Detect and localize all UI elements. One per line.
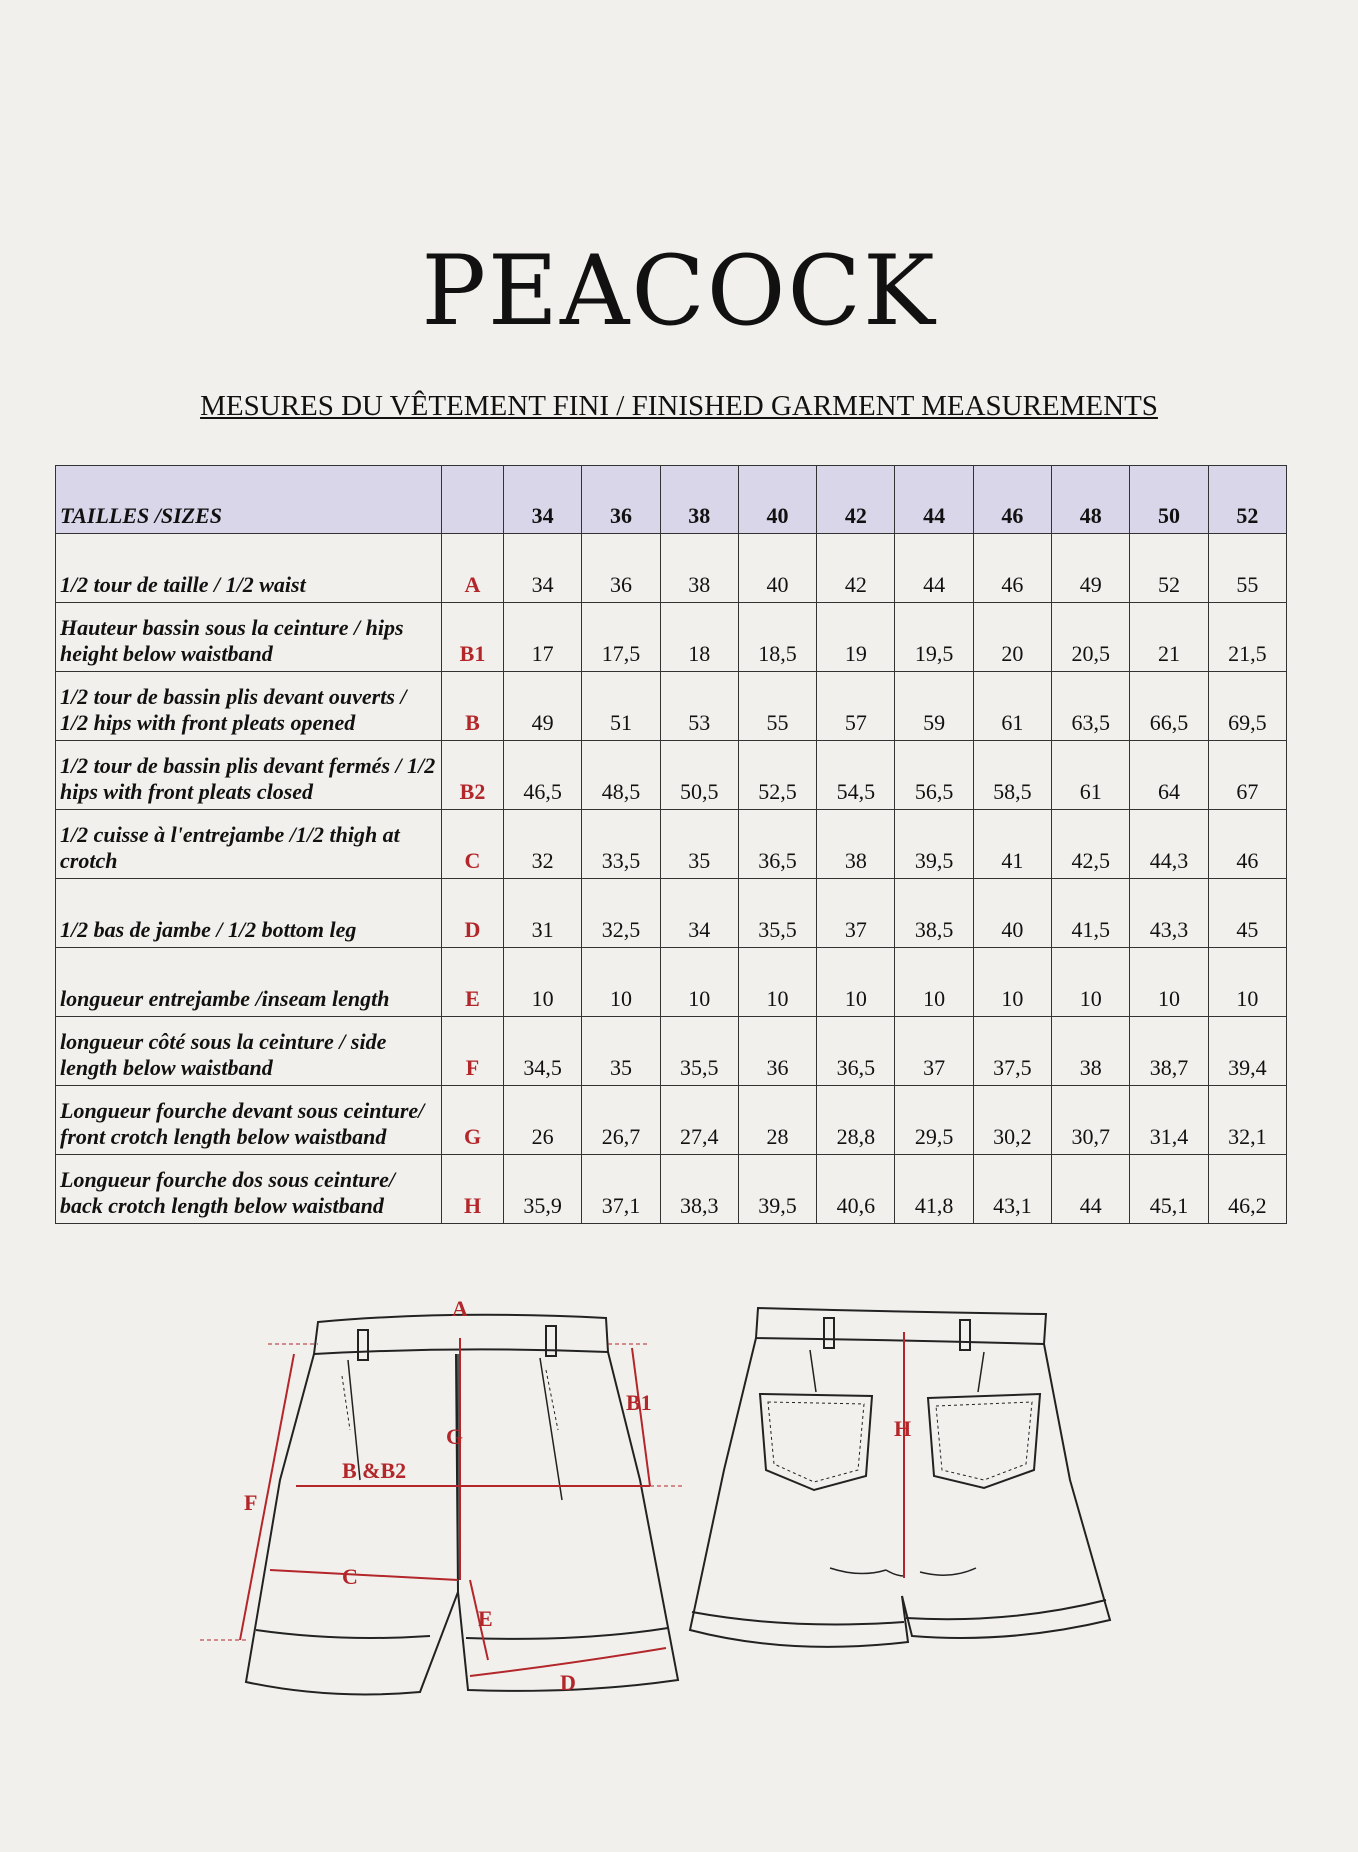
table-row [56,948,1287,1017]
measurement-value: 27,4 [660,1086,738,1155]
measurement-value: 32 [504,810,582,879]
measurement-value: 10 [973,948,1051,1017]
measurement-value: 20 [973,603,1051,672]
measurement-label: Hauteur bassin sous la ceinture / hips height below waistband [56,603,442,672]
measurement-value: 28 [738,1086,816,1155]
measurement-value: 33,5 [582,810,660,879]
label-h: H [894,1416,912,1441]
size-header: 36 [582,466,660,534]
shorts-front-view [246,1315,678,1695]
measurement-value: 31 [504,879,582,948]
size-header: 48 [1052,466,1130,534]
measurement-value: 10 [817,948,895,1017]
measurement-value: 30,7 [1052,1086,1130,1155]
measurement-value: 34,5 [504,1017,582,1086]
measurement-value: 41,5 [1052,879,1130,948]
measurement-value: 21,5 [1208,603,1286,672]
shorts-back-view [690,1308,1110,1647]
measurement-value: 42,5 [1052,810,1130,879]
measurement-value: 39,5 [895,810,973,879]
measurement-value: 19,5 [895,603,973,672]
measurement-value: 10 [504,948,582,1017]
table-row [56,810,1287,879]
size-header: 50 [1130,466,1208,534]
measurement-code: B [442,672,504,741]
measurement-value: 37 [895,1017,973,1086]
measurement-code: F [442,1017,504,1086]
table-row [56,1017,1287,1086]
measurement-value: 10 [582,948,660,1017]
measurement-value: 51 [582,672,660,741]
measurement-label: 1/2 cuisse à l'entrejambe /1/2 thigh at crotch [56,810,442,879]
measurement-value: 19 [817,603,895,672]
table-row [56,603,1287,672]
label-g: G [446,1424,464,1449]
measurement-value: 39,4 [1208,1017,1286,1086]
measurement-value: 35 [582,1017,660,1086]
measurement-value: 35,5 [660,1017,738,1086]
measurement-value: 63,5 [1052,672,1130,741]
measurement-value: 21 [1130,603,1208,672]
measurement-value: 46 [973,534,1051,603]
measurement-value: 35,9 [504,1155,582,1224]
measurement-value: 69,5 [1208,672,1286,741]
chart-subtitle: MESURES DU VÊTEMENT FINI / FINISHED GARMENT MEASUREMENTS [200,390,1158,422]
measurement-value: 42 [817,534,895,603]
size-header: 34 [504,466,582,534]
measurement-value: 58,5 [973,741,1051,810]
measurement-value: 32,1 [1208,1086,1286,1155]
label-e: E [478,1606,493,1631]
measurement-value: 50,5 [660,741,738,810]
measurement-value: 44 [895,534,973,603]
measurement-value: 10 [1208,948,1286,1017]
size-header: 52 [1208,466,1286,534]
size-header: 46 [973,466,1051,534]
front-measure-lines [200,1338,684,1676]
measurement-code: G [442,1086,504,1155]
measurement-value: 10 [660,948,738,1017]
measurement-value: 41 [973,810,1051,879]
measurement-value: 49 [1052,534,1130,603]
measurement-value: 48,5 [582,741,660,810]
measurement-label: 1/2 tour de taille / 1/2 waist [56,534,442,603]
measurement-code: H [442,1155,504,1224]
measurement-value: 55 [1208,534,1286,603]
shorts-diagram [0,1280,1358,1720]
table-row [56,741,1287,810]
label-d: D [560,1670,576,1695]
measurement-value: 31,4 [1130,1086,1208,1155]
measurement-value: 61 [1052,741,1130,810]
measurement-value: 38,7 [1130,1017,1208,1086]
measurement-value: 38 [817,810,895,879]
size-header: 44 [895,466,973,534]
measurement-label: 1/2 tour de bassin plis devant ouverts / 1/2 hips with front pleats opened [56,672,442,741]
measurement-value: 10 [1130,948,1208,1017]
measurement-value: 38,5 [895,879,973,948]
measurement-value: 40 [738,534,816,603]
measurement-code: C [442,810,504,879]
measurement-value: 35,5 [738,879,816,948]
measurement-value: 18,5 [738,603,816,672]
measurement-value: 57 [817,672,895,741]
measurement-value: 10 [738,948,816,1017]
measurement-value: 55 [738,672,816,741]
label-b1: B1 [626,1390,652,1415]
measurement-value: 67 [1208,741,1286,810]
measurement-value: 36 [738,1017,816,1086]
measurement-value: 43,1 [973,1155,1051,1224]
brand-title: PEACOCK [421,235,937,347]
measurement-value: 10 [895,948,973,1017]
label-a: A [452,1296,468,1321]
measurement-value: 54,5 [817,741,895,810]
measurement-value: 34 [504,534,582,603]
measurement-value: 46,2 [1208,1155,1286,1224]
measurement-value: 20,5 [1052,603,1130,672]
measurement-value: 45,1 [1130,1155,1208,1224]
table-row [56,672,1287,741]
measurement-value: 43,3 [1130,879,1208,948]
measurement-value: 66,5 [1130,672,1208,741]
measurement-label: Longueur fourche dos sous ceinture/ back crotch length below waistband [56,1155,442,1224]
code-header [442,466,504,534]
measurement-value: 17,5 [582,603,660,672]
measurement-value: 40 [973,879,1051,948]
measurement-value: 37,1 [582,1155,660,1224]
measurement-value: 36,5 [817,1017,895,1086]
measurement-value: 36,5 [738,810,816,879]
measurement-value: 38 [660,534,738,603]
measurement-value: 52 [1130,534,1208,603]
label-c: C [342,1564,358,1589]
measurement-label: 1/2 bas de jambe / 1/2 bottom leg [56,879,442,948]
table-row [56,1155,1287,1224]
table-header-row [56,466,1287,534]
label-b-b2: B &B2 [342,1458,407,1483]
table-row [56,879,1287,948]
measurement-label: longueur entrejambe /inseam length [56,948,442,1017]
measurement-value: 52,5 [738,741,816,810]
measurement-value: 26 [504,1086,582,1155]
sizes-header-label: TAILLES /SIZES [56,466,442,534]
measurement-value: 36 [582,534,660,603]
table-row [56,1086,1287,1155]
measurement-value: 10 [1052,948,1130,1017]
measurement-value: 46,5 [504,741,582,810]
measurement-value: 26,7 [582,1086,660,1155]
measurement-value: 39,5 [738,1155,816,1224]
measurement-value: 61 [973,672,1051,741]
measurement-value: 38 [1052,1017,1130,1086]
measurement-value: 46 [1208,810,1286,879]
measurement-value: 56,5 [895,741,973,810]
measurement-value: 40,6 [817,1155,895,1224]
measurement-label: 1/2 tour de bassin plis devant fermés / 1/2 hips with front pleats closed [56,741,442,810]
measurement-value: 34 [660,879,738,948]
table-row [56,534,1287,603]
measurement-code: D [442,879,504,948]
measurement-value: 17 [504,603,582,672]
measurement-code: A [442,534,504,603]
measurement-value: 59 [895,672,973,741]
size-table [55,465,1287,1224]
measurement-code: B1 [442,603,504,672]
measurement-value: 41,8 [895,1155,973,1224]
measurement-value: 35 [660,810,738,879]
measurement-value: 28,8 [817,1086,895,1155]
size-header: 40 [738,466,816,534]
measurement-value: 44,3 [1130,810,1208,879]
measurement-value: 37,5 [973,1017,1051,1086]
measurement-value: 44 [1052,1155,1130,1224]
measurement-value: 64 [1130,741,1208,810]
label-f: F [244,1490,258,1515]
measurement-label: longueur côté sous la ceinture / side length below waistband [56,1017,442,1086]
size-header: 42 [817,466,895,534]
size-header: 38 [660,466,738,534]
measurement-value: 45 [1208,879,1286,948]
measurement-value: 32,5 [582,879,660,948]
measurement-label: Longueur fourche devant sous ceinture/ front crotch length below waistband [56,1086,442,1155]
measurement-value: 53 [660,672,738,741]
measurement-value: 29,5 [895,1086,973,1155]
measurement-value: 38,3 [660,1155,738,1224]
measurement-code: E [442,948,504,1017]
measurement-value: 18 [660,603,738,672]
measurement-value: 37 [817,879,895,948]
measurement-value: 49 [504,672,582,741]
measurement-value: 30,2 [973,1086,1051,1155]
measurement-code: B2 [442,741,504,810]
